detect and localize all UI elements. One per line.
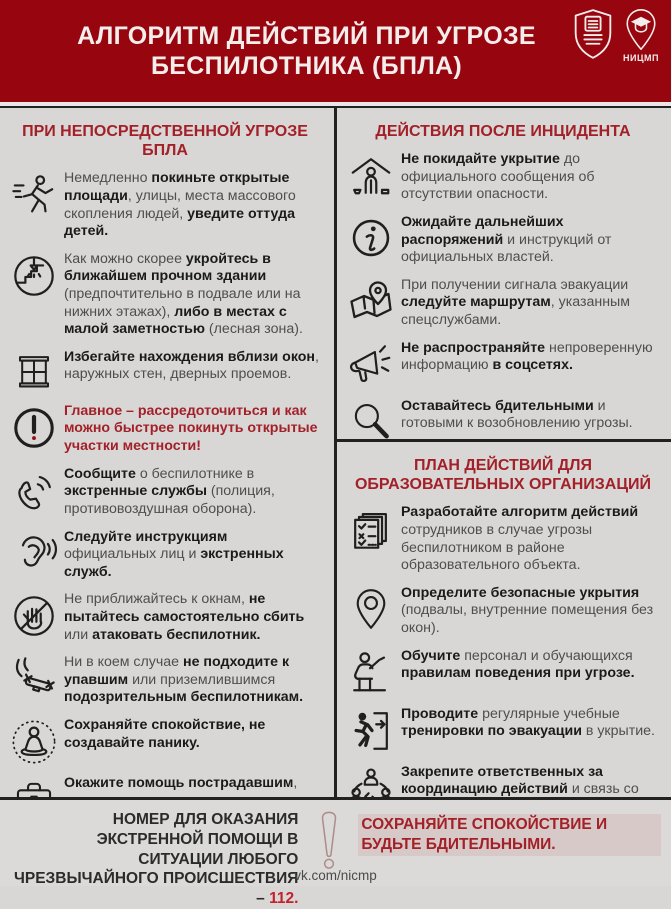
poster-header [0,0,671,106]
right-column [337,108,671,797]
megaphone-icon [341,340,401,388]
instruction-item [341,340,665,388]
instruction-text: Проводите регулярные учебные тренировки по эвакуации в укрытие. [401,705,655,740]
instruction-item [4,654,326,707]
instruction-text: Сообщите о беспилотнике в экстренные службы (полиция, противовоздушная оборона). [64,465,275,517]
header-logos [571,8,661,63]
magnifier-icon [341,398,401,444]
instruction-text: Главное – рассредоточиться и как можно быстрее покинуть открытые участки местности! [64,402,318,455]
section-immediate-threat [0,108,337,797]
instruction-text: Ожидайте дальнейших распоряжений и инструкций от официальных властей. [401,214,612,266]
nicmp-logo-label: НИЦМП [622,53,659,63]
exclamation-outline-icon [316,810,342,877]
instruction-text: Закрепите ответственных за координацию действий и связь со [401,763,639,798]
poster-footer [0,797,671,908]
evacuation-exit-icon [341,706,401,754]
checklist-icon [341,504,401,552]
running-person-icon [4,170,64,218]
instruction-item [341,585,665,638]
instruction-text: Избегайте нахождения вблизи окон, наружных стен, дверных проемов. [64,348,319,383]
info-icon [341,214,401,260]
section-education-plan [337,442,671,826]
shield-emblem-logo-icon [571,8,615,60]
instruction-item [4,529,326,582]
instruction-text: Как можно скорее укройтесь в ближайшем прочном здании (предпочтительно в подвале или на нижних этажах), либо в местах с малой заметностью (лесная зона). [64,250,303,338]
instruction-text: Следуйте инструкциям официальных лиц и экстренных служб. [64,528,284,580]
nicmp-pin-logo-icon [621,8,661,63]
instruction-text: При получении сигнала эвакуации следуйте маршрутам, указанным спецслужбами. [401,276,630,329]
stay-calm-text: СОХРАНЯЙТЕ СПОКОЙСТВИЕ И БУДЬТЕ БДИТЕЛЬНЫМИ. [358,814,661,856]
shelter-basement-icon [4,251,64,299]
poster-title-line2: БЕСПИЛОТНИКА (БПЛА) [150,52,463,80]
window-icon [4,349,64,393]
ear-icon [4,529,64,577]
shelter-roof-icon [341,151,401,199]
instruction-item [341,398,665,444]
map-route-icon [341,277,401,327]
immediate-items [4,170,326,821]
location-pin-icon [341,585,401,631]
instruction-text: Немедленно покиньте открытые площади, улицы, места массового скопления людей, уведите оттуда детей. [64,170,296,240]
section-title-plan: ПЛАН ДЕЙСТВИЙ ДЛЯ ОБРАЗОВАТЕЛЬНЫХ ОРГАНИЗАЦИЙ [354,457,652,494]
instruction-text: Определите безопасные укрытия (подвалы, внутренние помещения без окон). [401,584,654,637]
fallen-drone-icon [4,654,64,702]
instruction-text: Не покидайте укрытие до официального сообщения об отсутствии опасности. [401,151,595,203]
section-title-immediate: ПРИ НЕПОСРЕДСТВЕННОЙ УГРОЗЕ БПЛА [22,123,308,160]
poster-title-line1: АЛГОРИТМ ДЕЙСТВИЙ ПРИ УГРОЗЕ [77,22,536,50]
no-touch-icon [4,591,64,639]
instruction-text: Разработайте алгоритм действий сотрудников в случае угрозы беспилотником в районе образовательного объекта. [401,504,639,574]
instruction-item [341,277,665,330]
section-after-incident [337,108,671,442]
instruction-text: Сохраняйте спокойствие, не создавайте панику. [64,717,266,751]
instruction-item [341,504,665,574]
instruction-text: Не приближайтесь к окнам, не пытайтесь самостоятельно сбить или атаковать беспилотник. [64,591,305,643]
instruction-item [4,717,326,765]
instruction-text: Ни в коем случае не подходите к упавшим или приземлившимся подозрительным беспилотникам. [64,654,304,706]
meditation-icon [4,717,64,765]
instruction-item [341,214,665,267]
instruction-item [4,251,326,339]
instruction-text: Окажите помощь пострадавшим, [64,775,298,791]
emergency-number-text: НОМЕР ДЛЯ ОКАЗАНИЯ ЭКСТРЕННОЙ ПОМОЩИ В СИТУАЦИИ ЛЮБОГО ЧРЕЗВЫЧАЙНОГО ПРОИСШЕСТВИЯ – 112. [13,811,299,908]
instruction-item [4,591,326,644]
phone-call-icon [4,466,64,514]
instruction-text: Обучите персонал и обучающихся правилам поведения при угрозе. [401,647,635,682]
instruction-item [341,151,665,204]
instruction-item [4,349,326,393]
instruction-item [4,466,326,519]
instructor-icon [341,648,401,696]
instruction-text: Оставайтесь бдительными и готовыми к возобновлению угрозы. [401,397,633,432]
poster-content [0,106,671,797]
warning-icon [4,403,64,451]
instruction-text: Не распространяйте непроверенную информацию в соцсетях. [401,339,653,374]
vk-link: vk.com/nicmp [294,868,377,883]
after-items [341,151,665,443]
instruction-item [4,403,326,456]
instruction-item [4,170,326,240]
plan-items [341,504,665,816]
instruction-item [341,648,665,696]
section-title-after: ДЕЙСТВИЯ ПОСЛЕ ИНЦИДЕНТА [375,123,631,140]
instruction-item [341,706,665,754]
